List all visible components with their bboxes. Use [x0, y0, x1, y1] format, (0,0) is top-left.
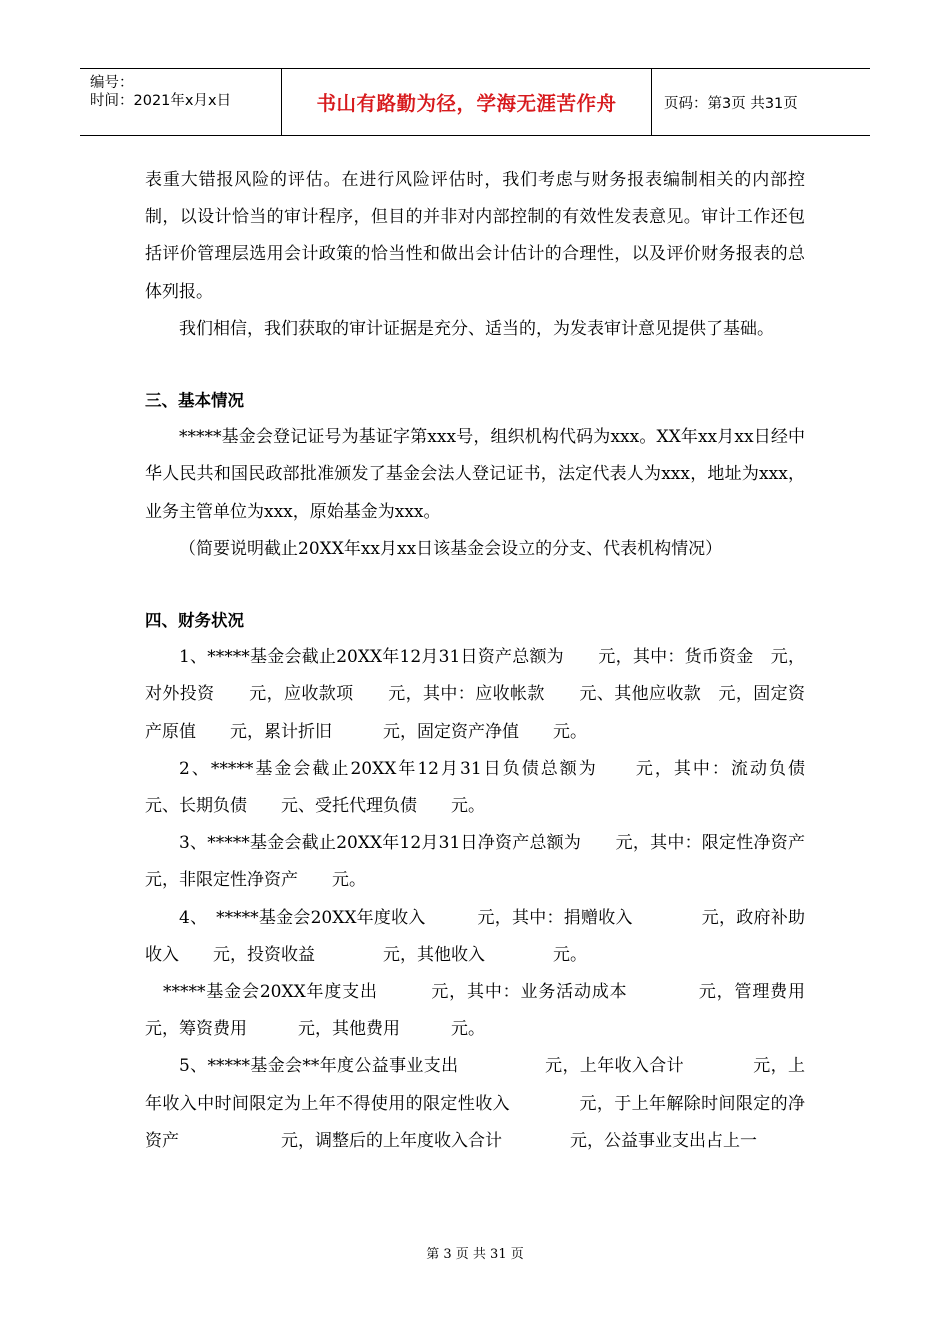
doc-number-label: 编号： — [90, 75, 134, 91]
page-footer: 第 3 页 共 31 页 — [426, 1247, 524, 1262]
paragraph-liabilities: 2、*****基金会截止20XX年12月31日负债总额为 元，其中：流动负债 元、长期负债 元、受托代理负债 元。 — [145, 758, 839, 817]
paragraph-expenditure: *****基金会20XX年度支出 元，其中：业务活动成本 元，管理费用 元，筹资费用 元，其他费用 元。 — [145, 982, 839, 1040]
document-body — [145, 162, 839, 1160]
section-heading-financial-status: 四、财务状况 — [145, 611, 244, 631]
header-motto: 书山有路勤为径，学海无涯苦作舟 — [282, 69, 652, 135]
section-heading-basic-info: 三、基本情况 — [145, 391, 244, 411]
paragraph-assets: 1、*****基金会截止20XX年12月31日资产总额为 元，其中：货币资金 元，对外投资 元，应收款项 元，其中：应收帐款 元、其他应收款 元，固定资产原值 元，累计折旧 元，固定资产净值 元。 — [145, 647, 805, 742]
paragraph-public-welfare: 5、*****基金会**年度公益事业支出 元，上年收入合计 元，上年收入中时间限定为上年不得使用的限定性收入 元，于上年解除时间限定的净资产 元，调整后的上年度收入合计 元，公益事业支出占上一 — [145, 1056, 805, 1151]
doc-time-label: 时间：2021年x月x日 — [90, 93, 232, 109]
spacer — [145, 568, 805, 602]
paragraph-registration: *****基金会登记证号为基证字第xxx号，组织机构代码为xxx。XX年xx月xx日经中华人民共和国民政部批准颁发了基金会法人登记证书，法定代表人为xxx，地址为xxx，业务主管单位为xxx，原始基金为xxx。 — [145, 427, 805, 522]
header-page-info: 页码：第3页 共31页 — [664, 95, 798, 112]
page-header — [80, 68, 870, 136]
paragraph-risk-assessment: 表重大错报风险的评估。在进行风险评估时，我们考虑与财务报表编制相关的内部控制，以设计恰当的审计程序，但目的并非对内部控制的有效性发表意见。审计工作还包括评价管理层选用会计政策的恰当性和做出会计估计的合理性，以及评价财务报表的总体列报。 — [145, 170, 805, 302]
paragraph-audit-evidence: 我们相信，我们获取的审计证据是充分、适当的，为发表审计意见提供了基础。 — [179, 318, 774, 339]
paragraph-net-assets: 3、*****基金会截止20XX年12月31日净资产总额为 元，其中：限定性净资产 元，非限定性净资产 元。 — [145, 833, 839, 891]
paragraph-income: 4、 *****基金会20XX年度收入 元，其中：捐赠收入 元，政府补助收入 元，投资收益 元，其他收入 元。 — [145, 907, 805, 965]
header-meta — [80, 69, 282, 135]
paragraph-branches-note: （简要说明截止20XX年xx月xx日该基金会设立的分支、代表机构情况） — [179, 538, 723, 559]
spacer — [145, 348, 805, 382]
